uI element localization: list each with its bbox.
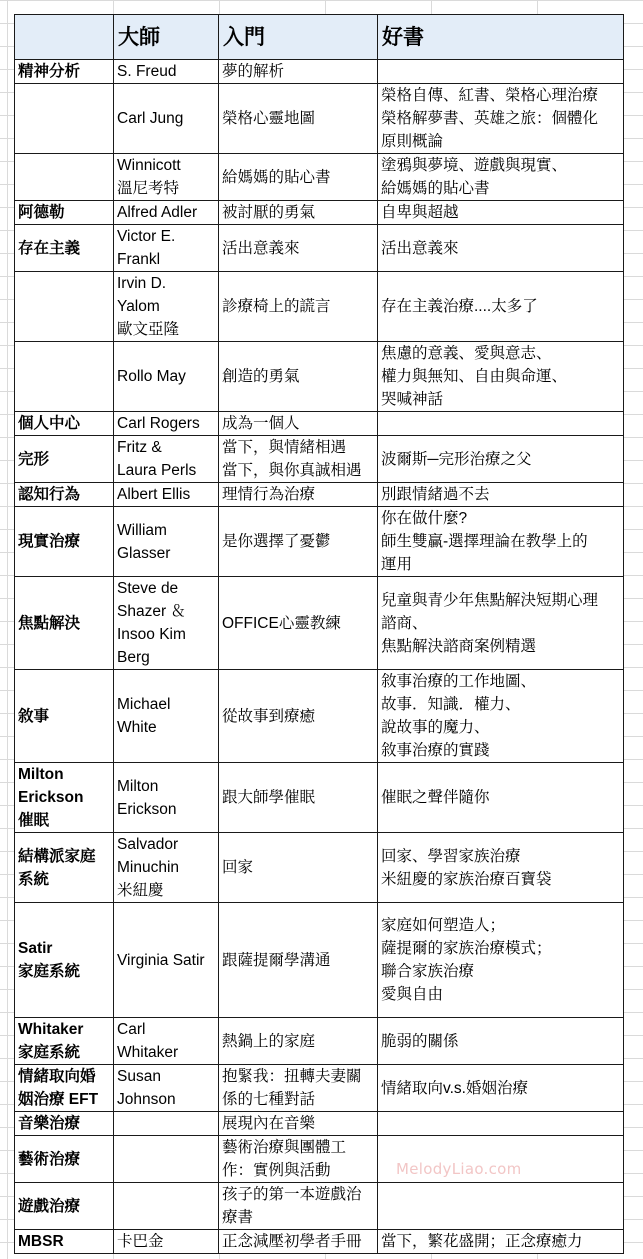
school-cell[interactable] [15,84,114,154]
table-row [15,1065,624,1112]
school-cell[interactable]: 完形 [15,436,114,483]
books-cell[interactable]: 塗鴉與夢境、遊戲與現實、 給媽媽的貼心書 [378,154,624,201]
master-cell[interactable]: S. Freud [114,60,219,84]
school-cell[interactable]: Whitaker 家庭系統 [15,1018,114,1065]
school-cell[interactable]: 存在主義 [15,225,114,272]
school-cell[interactable] [15,342,114,412]
books-cell[interactable]: 別跟情緒過不去 [378,483,624,507]
intro-cell[interactable]: 跟大師學催眠 [219,763,378,833]
master-cell[interactable]: Salvador Minuchin 米紐慶 [114,833,219,903]
table-row [15,1183,624,1230]
school-cell[interactable]: 精神分析 [15,60,114,84]
books-cell[interactable] [378,1183,624,1230]
master-cell[interactable]: William Glasser [114,507,219,577]
intro-cell[interactable]: OFFICE心靈教練 [219,577,378,670]
master-cell[interactable]: Winnicott 溫尼考特 [114,154,219,201]
school-cell[interactable]: 個人中心 [15,412,114,436]
psychotherapy-masters-table [14,14,624,1254]
intro-cell[interactable]: 從故事到療癒 [219,670,378,763]
master-cell[interactable]: Fritz & Laura Perls [114,436,219,483]
table-row [15,1230,624,1254]
intro-cell[interactable]: 抱緊我：扭轉夫妻關 係的七種對話 [219,1065,378,1112]
school-cell[interactable]: 音樂治療 [15,1112,114,1136]
intro-cell[interactable]: 榮格心靈地圖 [219,84,378,154]
books-cell[interactable]: 情緒取向v.s.婚姻治療 [378,1065,624,1112]
table-row [15,225,624,272]
books-cell[interactable] [378,412,624,436]
books-cell[interactable]: 你在做什麼? 師生雙贏-選擇理論在教學上的 運用 [378,507,624,577]
table-row [15,1112,624,1136]
intro-cell[interactable]: 被討厭的勇氣 [219,201,378,225]
master-cell[interactable]: Carl Rogers [114,412,219,436]
school-cell[interactable]: 焦點解決 [15,577,114,670]
table-row [15,60,624,84]
books-cell[interactable]: 自卑與超越 [378,201,624,225]
intro-cell[interactable]: 展現內在音樂 [219,1112,378,1136]
master-cell[interactable]: Carl Whitaker [114,1018,219,1065]
master-cell[interactable] [114,1136,219,1183]
intro-cell[interactable]: 活出意義來 [219,225,378,272]
table-row [15,903,624,1018]
intro-cell[interactable]: 跟薩提爾學溝通 [219,903,378,1018]
master-cell[interactable]: Virginia Satir [114,903,219,1018]
table-row [15,342,624,412]
intro-cell[interactable]: 理情行為治療 [219,483,378,507]
intro-cell[interactable]: 創造的勇氣 [219,342,378,412]
master-cell[interactable]: Albert Ellis [114,483,219,507]
school-cell[interactable]: 現實治療 [15,507,114,577]
books-cell[interactable]: 當下，繁花盛開；正念療癒力 [378,1230,624,1254]
books-cell[interactable]: 脆弱的關係 [378,1018,624,1065]
header-school[interactable] [15,15,114,60]
table-row [15,507,624,577]
master-cell[interactable]: Rollo May [114,342,219,412]
school-cell[interactable]: MBSR [15,1230,114,1254]
school-cell[interactable]: 認知行為 [15,483,114,507]
books-cell[interactable]: 存在主義治療....太多了 [378,272,624,342]
school-cell[interactable]: Satir 家庭系統 [15,903,114,1018]
books-cell[interactable]: 家庭如何塑造人； 薩提爾的家族治療模式； 聯合家族治療 愛與自由 [378,903,624,1018]
table-row [15,833,624,903]
books-cell[interactable]: 焦慮的意義、愛與意志、 權力與無知、自由與命運、 哭喊神話 [378,342,624,412]
books-cell[interactable] [378,1112,624,1136]
school-cell[interactable]: 情緒取向婚 姻治療 EFT [15,1065,114,1112]
books-cell[interactable]: 敘事治療的工作地圖、 故事．知識．權力、 說故事的魔力、 敘事治療的實踐 [378,670,624,763]
table-row [15,436,624,483]
books-cell[interactable]: 榮格自傳、紅書、榮格心理治療 榮格解夢書、英雄之旅：個體化 原則概論 [378,84,624,154]
books-cell[interactable]: 活出意義來 [378,225,624,272]
table-row [15,483,624,507]
table-row [15,154,624,201]
school-cell[interactable]: 藝術治療 [15,1136,114,1183]
books-cell[interactable]: 催眠之聲伴隨你 [378,763,624,833]
master-cell[interactable]: 卡巴金 [114,1230,219,1254]
books-cell[interactable]: 回家、學習家族治療 米紐慶的家族治療百寶袋 [378,833,624,903]
intro-cell[interactable]: 成為一個人 [219,412,378,436]
table-row [15,1018,624,1065]
watermark: MelodyLiao.com [396,1160,522,1178]
header-master[interactable]: 大師 [114,15,219,60]
school-cell[interactable] [15,154,114,201]
school-cell[interactable]: 結構派家庭 系統 [15,833,114,903]
header-intro[interactable]: 入門 [219,15,378,60]
intro-cell[interactable]: 當下，與情緒相遇 當下，與你真誠相遇 [219,436,378,483]
school-cell[interactable]: 敘事 [15,670,114,763]
master-cell[interactable]: Milton Erickson [114,763,219,833]
header-row [15,15,624,60]
master-cell[interactable]: Alfred Adler [114,201,219,225]
master-cell[interactable] [114,1112,219,1136]
table-row [15,763,624,833]
books-cell[interactable]: 波爾斯─完形治療之父 [378,436,624,483]
header-books[interactable]: 好書 [378,15,624,60]
master-cell[interactable]: Steve de Shazer ＆ Insoo Kim Berg [114,577,219,670]
school-cell[interactable]: Milton Erickson 催眠 [15,763,114,833]
master-cell[interactable] [114,1183,219,1230]
table-row [15,1136,624,1183]
table-row [15,84,624,154]
master-cell[interactable]: Michael White [114,670,219,763]
intro-cell[interactable]: 夢的解析 [219,60,378,84]
school-cell[interactable] [15,272,114,342]
intro-cell[interactable]: 孩子的第一本遊戲治 療書 [219,1183,378,1230]
intro-cell[interactable]: 熱鍋上的家庭 [219,1018,378,1065]
master-cell[interactable]: Victor E. Frankl [114,225,219,272]
books-cell[interactable]: 兒童與青少年焦點解決短期心理 諮商、 焦點解決諮商案例精選 [378,577,624,670]
table-row [15,412,624,436]
intro-cell[interactable]: 藝術治療與團體工 作：實例與活動 [219,1136,378,1183]
master-cell[interactable]: Susan Johnson [114,1065,219,1112]
master-cell[interactable]: Irvin D. Yalom 歐文亞隆 [114,272,219,342]
intro-cell[interactable]: 給媽媽的貼心書 [219,154,378,201]
table-row [15,201,624,225]
table-row [15,670,624,763]
school-cell[interactable]: 遊戲治療 [15,1183,114,1230]
master-cell[interactable]: Carl Jung [114,84,219,154]
books-cell[interactable] [378,1136,624,1183]
intro-cell[interactable]: 正念減壓初學者手冊 [219,1230,378,1254]
books-cell[interactable] [378,60,624,84]
table-row [15,577,624,670]
table-row [15,272,624,342]
intro-cell[interactable]: 是你選擇了憂鬱 [219,507,378,577]
school-cell[interactable]: 阿德勒 [15,201,114,225]
intro-cell[interactable]: 回家 [219,833,378,903]
intro-cell[interactable]: 診療椅上的謊言 [219,272,378,342]
